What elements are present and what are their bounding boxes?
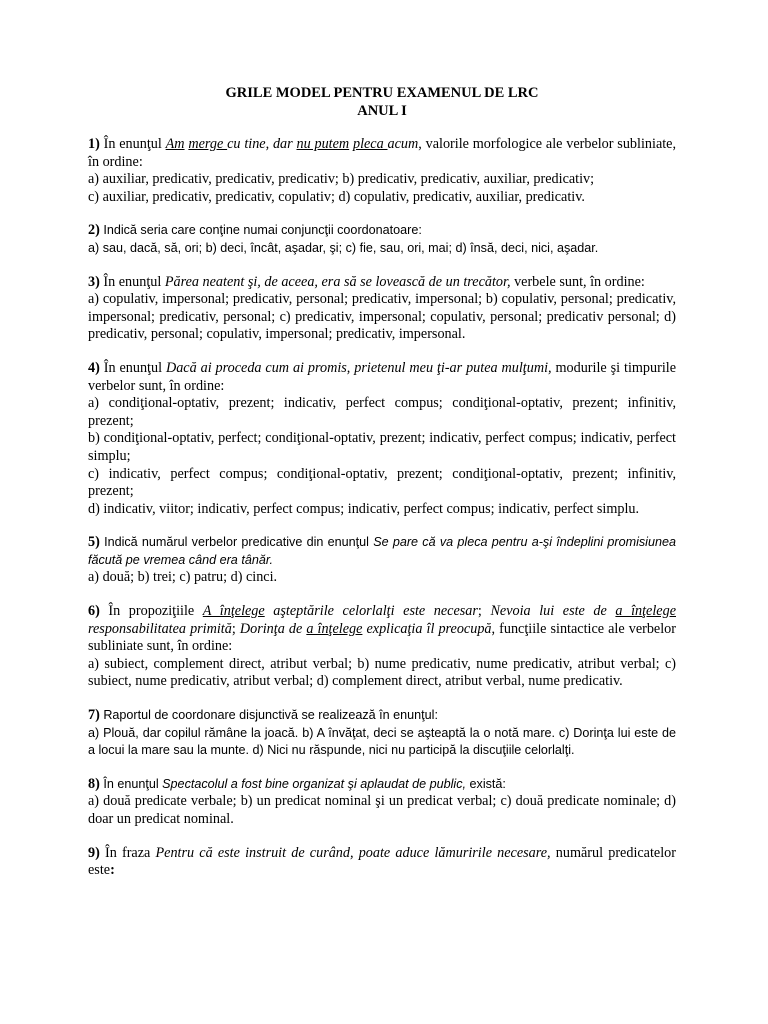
question-number: 5): [88, 534, 100, 551]
example-text: aşteptările celorlalţi este necesar: [264, 603, 478, 620]
answer-option-b: b) condiţional-optativ, perfect; condiţional-optativ, prezent; indicativ, perfect compus; indicativ, perfect simplu;: [88, 430, 676, 464]
example-sentence: Spectacolul a fost bine organizat şi aplaudat de public,: [162, 776, 467, 791]
question-text: În enunţul: [99, 273, 165, 290]
document-title: [88, 84, 676, 120]
answer-option-d: d) indicativ, viitor; indicativ, perfect compus; indicativ, perfect compus; indicativ, perfect simplu.: [88, 500, 640, 517]
question-8: [88, 776, 676, 829]
example-text: responsabilitatea primită: [88, 620, 232, 637]
question-7: [88, 707, 676, 760]
example-text: Dorinţa de: [239, 620, 307, 637]
example-fragment: [166, 136, 419, 152]
title-line-1: GRILE MODEL PENTRU EXAMENUL DE LRC: [225, 85, 539, 101]
question-text: În enunţul: [99, 359, 166, 376]
question-colon: :: [110, 862, 115, 879]
question-number: 2): [88, 222, 100, 239]
answer-options: a) Plouă, dar copilul rămâne la joacă. b) A învăţat, deci se aşteaptă la o notă mare. c) Dorinţa lui este de a locui la mare sau la munte. d) Nici nu răspunde, nici nu participă la discuţiile celorlalţi.: [88, 725, 676, 758]
example-text: Nevoia lui este de: [490, 603, 616, 620]
underlined-verb: a înţelege: [615, 603, 676, 620]
title-line-2: ANUL I: [357, 103, 407, 119]
question-1: [88, 136, 676, 206]
question-5: [88, 534, 676, 587]
question-9: [88, 845, 676, 880]
example-sentence-1: [203, 603, 478, 619]
answer-option-c: c) indicativ, perfect compus; condiţional-optativ, prezent; condiţional-optativ, prezent; infinitiv, prezent;: [88, 465, 676, 500]
example-sentence-3: [240, 621, 492, 637]
answer-options: a) subiect, complement direct, atribut verbal; b) nume predicativ, nume predicativ, atribut verbal; c) subiect, nume predicativ, atribut verbal; d) complement direct, atribut verbal, nume predicativ.: [88, 655, 676, 690]
question-number: 4): [88, 359, 100, 376]
underlined-verb: Am: [165, 136, 185, 152]
underlined-verb: pleca: [352, 136, 388, 152]
example-sentence: Se pare că va pleca pentru a-şi îndeplini promisiunea făcută pe vremea când era tânăr.: [88, 535, 676, 567]
underlined-verb: merge: [188, 136, 228, 152]
question-text: verbele sunt, în ordine:: [510, 273, 645, 290]
underlined-verb: a înţelege: [306, 620, 363, 637]
question-text: modurile şi timpurile verbelor sunt, în ordine:: [88, 359, 677, 394]
example-sentence: Părea neatent şi, de aceea, era să se lovească de un trecător,: [164, 273, 511, 290]
question-text: Indică numărul verbelor predicative din enunţul: [99, 535, 374, 550]
answer-options: a) auxiliar, predicativ, predicativ, predicativ; b) predicativ, predicativ, auxiliar, predicativ;: [88, 171, 595, 188]
answer-option-a: a) condiţional-optativ, prezent; indicativ, perfect compus; condiţional-optativ, prezent; infinitiv, prezent;: [88, 395, 676, 429]
answer-options: a) două predicate verbale; b) un predicat nominal şi un predicat verbal; c) două predicate nominale; d) doar un predicat nominal.: [88, 793, 676, 827]
question-text: Indică seria care conţine numai conjuncţii coordonatoare:: [99, 223, 422, 238]
question-text: numărul predicatelor este: [88, 844, 676, 879]
underlined-verb: A înţelege: [202, 603, 265, 620]
separator: ;: [477, 603, 491, 620]
question-2: [88, 222, 676, 257]
answer-options: a) copulativ, impersonal; predicativ, personal; predicativ, impersonal; b) copulativ, personal; predicativ, impersonal; predicativ, personal; c) predicativ, impersonal; copulativ, personal; predicativ personal; d) predicativ, personal; copulativ, impersonal; predicativ, impersonal.: [88, 291, 676, 343]
question-number: 8): [88, 775, 100, 792]
answer-options: a) două; b) trei; c) patru; d) cinci.: [88, 569, 278, 586]
question-number: 7): [88, 707, 100, 724]
question-text: În enunţul: [99, 776, 163, 791]
question-number: 6): [88, 603, 100, 620]
example-sentence: Dacă ai proceda cum ai promis, prietenul meu ţi-ar putea mulţumi,: [165, 359, 552, 376]
separator: ;: [231, 620, 240, 637]
question-4: [88, 360, 676, 518]
question-text: , valorile morfologice ale verbelor subliniate, în ordine:: [88, 136, 677, 170]
question-text: Raportul de coordonare disjunctivă se realizează în enunţul:: [99, 708, 438, 723]
question-text: În enunţul: [99, 136, 166, 152]
question-number: 3): [88, 273, 100, 290]
example-text: cu tine, dar: [227, 136, 297, 152]
question-text: În propoziţiile: [99, 603, 203, 620]
question-number: 1): [88, 136, 100, 152]
answer-options: c) auxiliar, predicativ, predicativ, copulativ; d) copulativ, predicativ, auxiliar, predicativ.: [88, 188, 585, 205]
question-number: 9): [88, 844, 100, 861]
answer-options: a) sau, dacă, să, ori; b) deci, încât, aşadar, şi; c) fie, sau, ori, mai; d) însă, deci, nici, aşadar.: [88, 240, 599, 255]
question-text: În fraza: [99, 844, 156, 861]
question-3: [88, 274, 676, 344]
example-sentence: Pentru că este instruit de curând, poate aduce lămuririle necesare,: [155, 844, 551, 861]
underlined-verb: nu putem: [296, 136, 350, 152]
example-text: acum: [387, 136, 419, 152]
example-text: explicaţia îl preocupă: [362, 620, 492, 637]
question-text: , funcţiile sintactice ale verbelor subliniate sunt, în ordine:: [88, 620, 676, 655]
question-text: există:: [466, 776, 506, 791]
question-6: [88, 603, 676, 691]
